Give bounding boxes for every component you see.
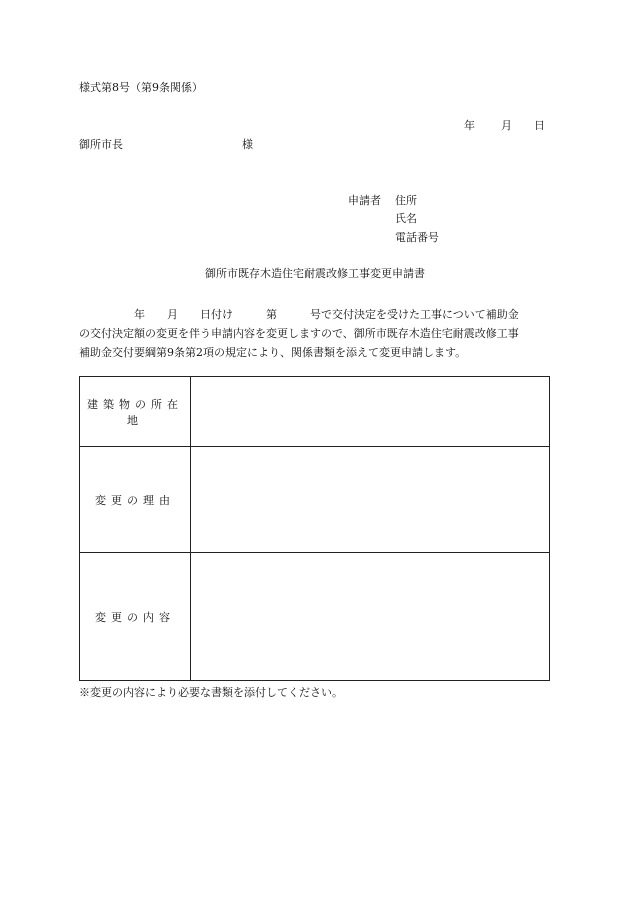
date-day: 日 [534, 119, 545, 132]
body-line-1: 年 月 日付け 第 号で交付決定を受けた工事について補助金 [79, 308, 519, 321]
table-row-location [80, 377, 550, 447]
application-table [79, 376, 550, 681]
form-number: 様式第8号（第9条関係） [79, 81, 203, 94]
applicant-name-label: 氏名 [395, 212, 417, 225]
reason-field[interactable] [191, 447, 550, 553]
reason-label: 変更の理由 [80, 447, 191, 553]
addressee: 御所市長 [79, 138, 123, 151]
footnote: ※変更の内容により必要な書類を添付してください。 [79, 686, 343, 699]
table-row-reason [80, 447, 550, 553]
body-text [79, 305, 549, 362]
date-line [464, 120, 545, 131]
body-line-2: の交付決定額の変更を伴う申請内容を変更しますので、御所市既存木造住宅耐震改修工事 [79, 327, 519, 340]
location-field[interactable] [191, 377, 550, 447]
applicant-address-label: 住所 [395, 194, 417, 207]
addressee-line [79, 138, 253, 151]
content-label: 変更の内容 [80, 553, 191, 681]
body-line-3: 補助金交付要綱第9条第2項の規定により、関係書類を添えて変更申請します。 [79, 346, 467, 359]
document-title: 御所市既存木造住宅耐震改修工事変更申請書 [205, 267, 425, 280]
applicant-phone-label: 電話番号 [395, 231, 439, 244]
applicant-label: 申請者 [348, 194, 381, 207]
table-row-content [80, 553, 550, 681]
location-label: 建築物の所在地 [80, 377, 191, 447]
addressee-suffix: 様 [242, 138, 253, 151]
date-year: 年 [464, 119, 475, 132]
content-field[interactable] [191, 553, 550, 681]
date-month: 月 [501, 119, 512, 132]
